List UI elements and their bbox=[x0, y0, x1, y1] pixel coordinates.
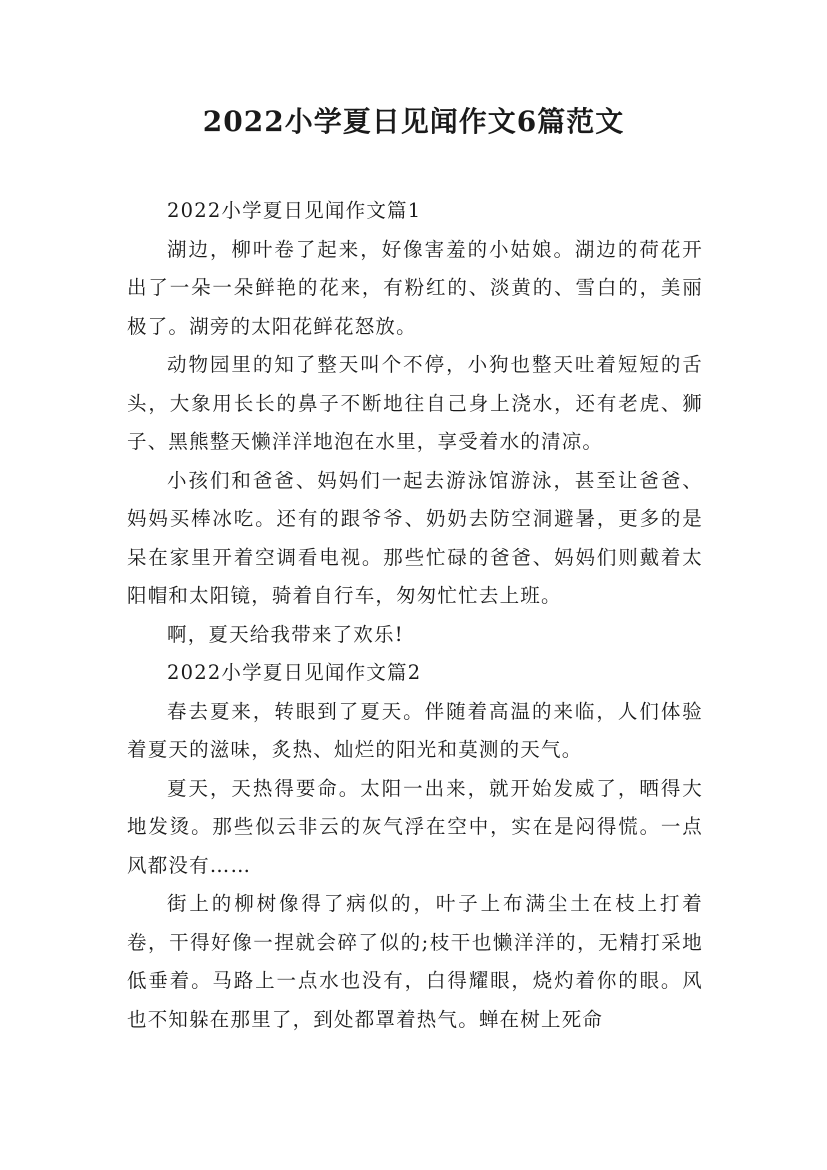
document-title: 2022小学夏日见闻作文6篇范文 bbox=[202, 105, 625, 138]
section-heading-2: 2022小学夏日见闻作文篇2 bbox=[167, 661, 422, 684]
paragraph: 小孩们和爸爸、妈妈们一起去游泳馆游泳，甚至让爸爸、妈妈买棒冰吃。还有的跟爷爷、奶奶去防空洞避暑，更多的是呆在家里开着空调看电视。那些忙碌的爸爸、妈妈们则戴着太阳帽和太阳镜，骑着自行车，匆匆忙忙去上班。 bbox=[127, 468, 703, 607]
paragraph: 春去夏来，转眼到了夏天。伴随着高温的来临，人们体验着夏天的滋味，炙热、灿烂的阳光和莫测的天气。 bbox=[127, 699, 703, 761]
paragraph: 湖边，柳叶卷了起来，好像害羞的小姑娘。湖边的荷花开出了一朵一朵鲜艳的花来，有粉红的、淡黄的、雪白的，美丽极了。湖旁的太阳花鲜花怒放。 bbox=[127, 237, 703, 338]
paragraph: 街上的柳树像得了病似的，叶子上布满尘土在枝上打着卷，干得好像一捏就会碎了似的;枝干也懒洋洋的，无精打采地低垂着。马路上一点水也没有，白得耀眼，烧灼着你的眼。风也不知躲在那里了，到处都罩着热气。蝉在树上死命 bbox=[127, 892, 703, 1031]
paragraph: 啊，夏天给我带来了欢乐! bbox=[167, 622, 404, 646]
document-body bbox=[127, 192, 703, 1039]
paragraph: 动物园里的知了整天叫个不停，小狗也整天吐着短短的舌头，大象用长长的鼻子不断地往自己身上浇水，还有老虎、狮子、黑熊整天懒洋洋地泡在水里，享受着水的清凉。 bbox=[127, 353, 703, 453]
paragraph: 夏天，天热得要命。太阳一出来，就开始发威了，晒得大地发烫。那些似云非云的灰气浮在空中，实在是闷得慌。一点风都没有…… bbox=[127, 776, 703, 877]
section-heading-1: 2022小学夏日见闻作文篇1 bbox=[167, 199, 422, 222]
